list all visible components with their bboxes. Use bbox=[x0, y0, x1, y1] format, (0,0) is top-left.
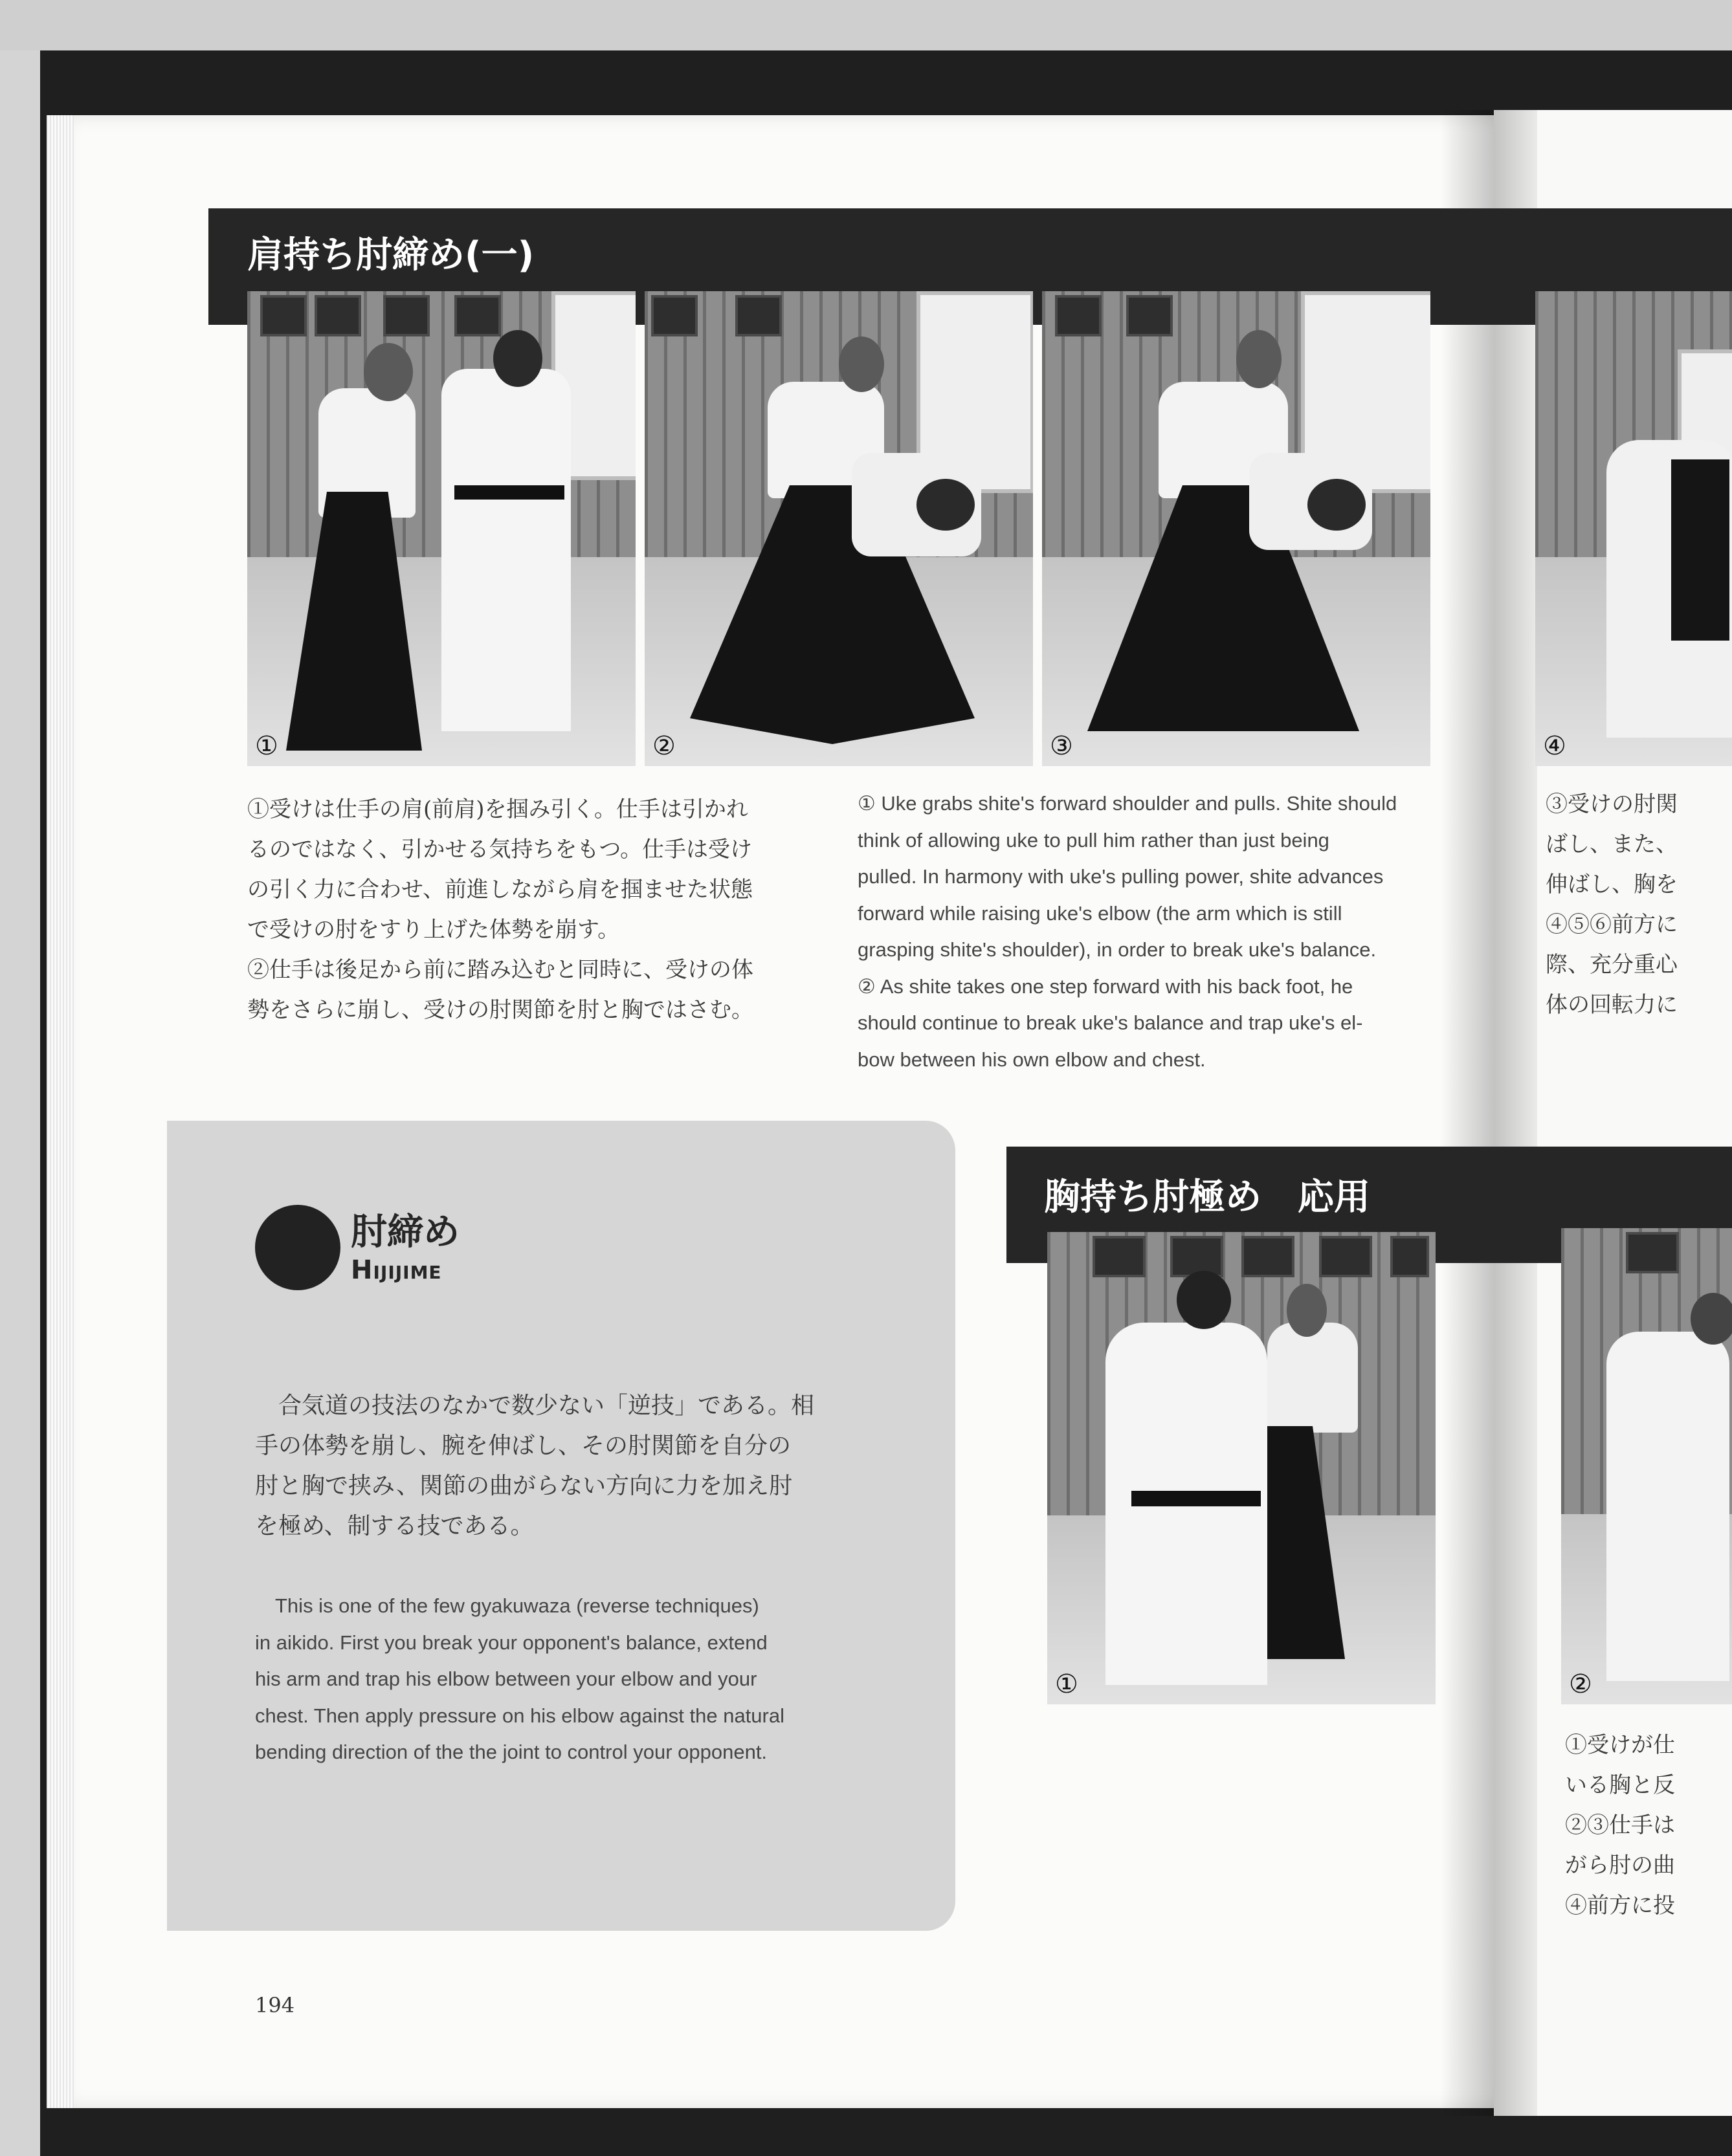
bullet-circle-icon bbox=[255, 1205, 340, 1290]
text-line: がら肘の曲 bbox=[1565, 1853, 1675, 1878]
text-line: ② As shite takes one step forward with his back foot, he bbox=[858, 974, 1353, 998]
text-line: の引く力に合わせ、前進しながら肩を掴ませた状態 bbox=[247, 877, 753, 903]
text-line: ①受けは仕手の肩(前肩)を掴み引く。仕手は引かれ bbox=[247, 797, 748, 822]
text-line: in aikido. First you break your opponent's balance, extend bbox=[255, 1631, 768, 1654]
japanese-description bbox=[247, 789, 753, 1030]
text-line: ②仕手は後足から前に踏み込むと同時に、受けの体 bbox=[247, 957, 753, 983]
text-line: いる胸と反 bbox=[1565, 1772, 1675, 1798]
text-line: ②③仕手は bbox=[1565, 1812, 1675, 1838]
technique-photo-1 bbox=[247, 291, 636, 766]
text-line: forward while raising uke's elbow (the arm which is still bbox=[858, 901, 1342, 925]
section-title: 肩持ち肘締め(一) bbox=[247, 234, 535, 276]
technique-photo-5 bbox=[1047, 1232, 1436, 1704]
text-line: think of allowing uke to pull him rather than just being bbox=[858, 828, 1329, 852]
text-line: るのではなく、引かせる気持ちをもつ。仕手は受け bbox=[247, 837, 752, 863]
panel-title-japanese: 肘締め bbox=[351, 1211, 460, 1253]
panel-english-text bbox=[255, 1588, 784, 1771]
text-line: 際、充分重心 bbox=[1546, 952, 1678, 978]
text-line: ① Uke grabs shite's forward shoulder and pulls. Shite should bbox=[858, 792, 1397, 815]
text-line: ①受けが仕 bbox=[1565, 1732, 1675, 1758]
photo-number: ④ bbox=[1543, 731, 1566, 761]
text-line: で受けの肘をすり上げた体勢を崩す。 bbox=[247, 917, 620, 943]
page-number: 194 bbox=[255, 1993, 295, 2018]
text-line: grasping shite's shoulder), in order to break uke's balance. bbox=[858, 938, 1377, 961]
section-title: 胸持ち肘極め 応用 bbox=[1044, 1176, 1370, 1218]
text-line: bending direction of the the joint to control your opponent. bbox=[255, 1741, 768, 1763]
text-line: pulled. In harmony with uke's pulling power, shite advances bbox=[858, 865, 1384, 888]
text-line: his arm and trap his elbow between your elbow and your bbox=[255, 1667, 757, 1690]
text-line: 合気道の技法のなかで数少ない「逆技」である。相 bbox=[255, 1392, 815, 1419]
english-description bbox=[858, 786, 1397, 1078]
book-gutter-shadow bbox=[1440, 110, 1537, 2116]
right-page-japanese-text bbox=[1546, 784, 1678, 1025]
page-stack-edge bbox=[47, 115, 74, 2108]
panel-title-english: Hijijime bbox=[351, 1255, 442, 1285]
text-line: 肘と胸で挟み、関節の曲がらない方向に力を加え肘 bbox=[255, 1473, 793, 1499]
technique-photo-3 bbox=[1042, 291, 1430, 766]
right-page-japanese-text bbox=[1565, 1725, 1675, 1926]
text-line: ばし、また、 bbox=[1546, 831, 1678, 857]
text-line: 体の回転力に bbox=[1546, 992, 1678, 1018]
text-line: chest. Then apply pressure on his elbow against the natural bbox=[255, 1704, 784, 1727]
scanner-background bbox=[0, 0, 1732, 50]
technique-photo-2 bbox=[645, 291, 1033, 766]
technique-info-panel bbox=[167, 1121, 955, 1931]
panel-japanese-text bbox=[255, 1386, 814, 1546]
photo-number: ② bbox=[652, 731, 676, 761]
text-line: ④前方に投 bbox=[1565, 1893, 1675, 1919]
text-line: 伸ばし、胸を bbox=[1546, 872, 1678, 897]
technique-photo-4 bbox=[1535, 291, 1732, 766]
technique-photo-6 bbox=[1561, 1228, 1732, 1704]
text-line: 勢をさらに崩し、受けの肘関節を肘と胸ではさむ。 bbox=[247, 997, 753, 1023]
photo-number: ③ bbox=[1050, 731, 1073, 761]
text-line: ④⑤⑥前方に bbox=[1546, 912, 1678, 938]
photo-number: ② bbox=[1569, 1669, 1592, 1699]
text-line: bow between his own elbow and chest. bbox=[858, 1048, 1206, 1071]
text-line: should continue to break uke's balance and trap uke's el- bbox=[858, 1011, 1363, 1034]
text-line: ③受けの肘関 bbox=[1546, 791, 1678, 817]
text-line: This is one of the few gyakuwaza (reverse techniques) bbox=[255, 1594, 759, 1617]
photo-number: ① bbox=[1055, 1669, 1078, 1699]
text-line: を極め、制する技である。 bbox=[255, 1513, 534, 1539]
photo-number: ① bbox=[255, 731, 278, 761]
text-line: 手の体勢を崩し、腕を伸ばし、その肘関節を自分の bbox=[255, 1433, 792, 1459]
